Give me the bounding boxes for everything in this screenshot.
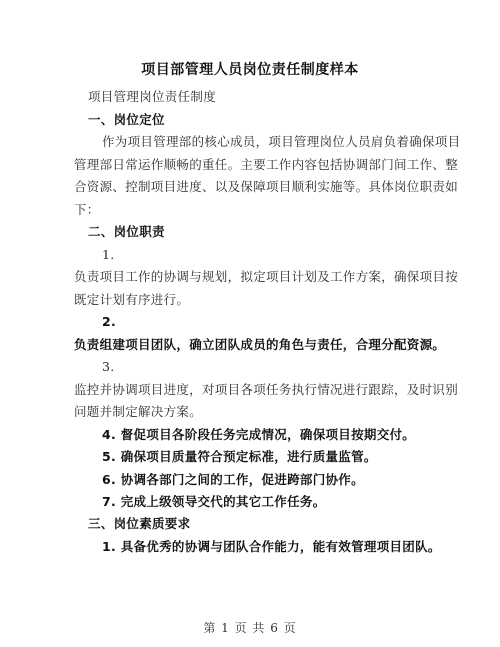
section-heading-requirements: 三、岗位素质要求	[88, 516, 191, 531]
page-footer: 第 1 页 共 6 页	[203, 621, 297, 635]
section-heading-position: 一、岗位定位	[88, 112, 165, 127]
list-item: 4. 督促项目各阶段任务完成情况，确保项目按期交付。	[102, 427, 416, 442]
list-item: 6. 协调各部门之间的工作，促进跨部门协作。	[102, 472, 364, 487]
list-item-text: 负责项目工作的协调与规划，拟定项目计划及工作方案，确保项目按	[74, 269, 459, 284]
list-item-number: 2.	[102, 314, 117, 329]
document-title: 项目部管理人员岗位责任制度样本	[141, 62, 359, 78]
list-item: 7. 完成上级领导交代的其它工作任务。	[102, 494, 326, 509]
paragraph-line: 作为项目管理部的核心成员，项目管理岗位人员肩负着确保项目	[102, 134, 461, 149]
paragraph-line: 下：	[74, 202, 100, 217]
list-item-text: 负责组建项目团队，确立团队成员的角色与责任，合理分配资源。	[74, 337, 446, 352]
list-item-number: 3.	[102, 359, 115, 374]
document-subtitle: 项目管理岗位责任制度	[88, 89, 217, 104]
list-item: 5. 确保项目质量符合预定标准，进行质量监管。	[102, 449, 377, 464]
list-item-text: 问题并制定解决方案。	[74, 404, 203, 419]
list-item-number: 1.	[102, 247, 115, 262]
section-heading-duties: 二、岗位职责	[88, 224, 165, 239]
list-item: 1. 具备优秀的协调与团队合作能力，能有效管理项目团队。	[102, 539, 441, 554]
list-item-text: 监控并协调项目进度，对项目各项任务执行情况进行跟踪，及时识别	[74, 382, 459, 397]
list-item-text: 既定计划有序进行。	[74, 292, 190, 307]
paragraph-line: 管理部日常运作顺畅的重任。主要工作内容包括协调部门间工作、整	[74, 157, 459, 172]
paragraph-line: 合资源、控制项目进度、以及保障项目顺利实施等。具体岗位职责如	[74, 179, 459, 194]
